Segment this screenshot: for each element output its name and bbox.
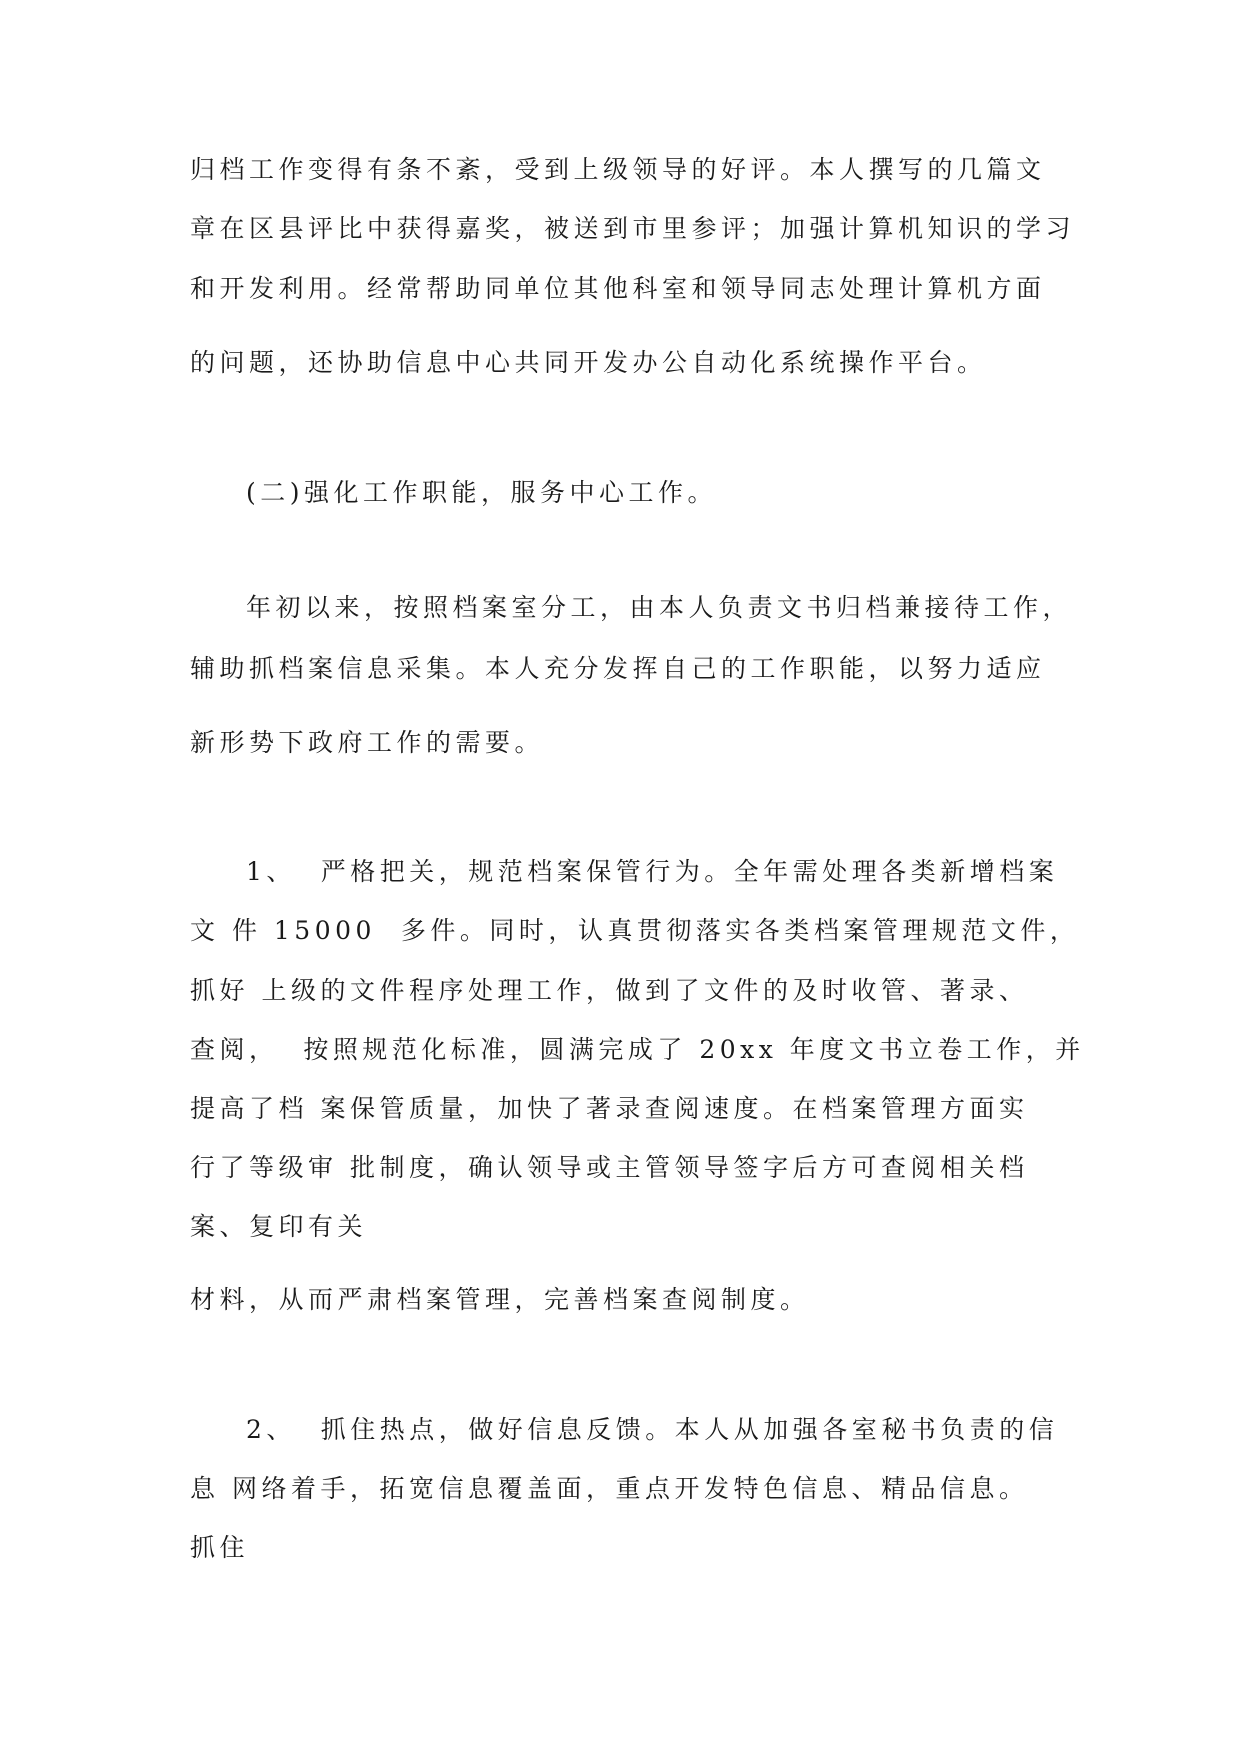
paragraph-line: 提高了档 案保管质量，加快了著录查阅速度。在档案管理方面实 [190,1094,1029,1123]
list-item-line: 1、 严格把关，规范档案保管行为。全年需处理各类新增档案 [246,857,1059,886]
paragraph-line: 和开发利用。经常帮助同单位其他科室和领导同志处理计算机方面 [190,274,1046,303]
list-item-line: 2、 抓住热点，做好信息反馈。本人从加强各室秘书负责的信 [246,1415,1059,1444]
paragraph-line: 查阅， 按照规范化标准，圆满完成了 20xx 年度文书立卷工作，并 [190,1035,1085,1064]
paragraph-line: 新形势下政府工作的需要。 [190,728,545,757]
paragraph-line: 归档工作变得有条不紊，受到上级领导的好评。本人撰写的几篇文 [190,155,1046,184]
paragraph-line: 抓住 [190,1533,250,1562]
paragraph-line: 息 网络着手，拓宽信息覆盖面，重点开发特色信息、精品信息。 [190,1474,1029,1503]
paragraph-line: 抓好 上级的文件程序处理工作，做到了文件的及时收管、著录、 [190,976,1029,1005]
paragraph-line: 案、复印有关 [190,1212,368,1241]
paragraph-line: 的问题，还协助信息中心共同开发办公自动化系统操作平台。 [190,348,987,377]
paragraph-line: 行了等级审 批制度，确认领导或主管领导签字后方可查阅相关档 [190,1153,1029,1182]
paragraph-line: 章在区县评比中获得嘉奖，被送到市里参评；加强计算机知识的学习 [190,214,1076,243]
paragraph-line: 材料，从而严肃档案管理，完善档案查阅制度。 [190,1285,810,1314]
paragraph-line: 辅助抓档案信息采集。本人充分发挥自己的工作职能，以努力适应 [190,654,1046,683]
paragraph-line: 文 件 15000 多件。同时，认真贯彻落实各类档案管理规范文件， [190,916,1080,945]
section-heading: (二)强化工作职能，服务中心工作。 [246,478,718,507]
paragraph-line: 年初以来，按照档案室分工，由本人负责文书归档兼接待工作， [246,593,1073,622]
